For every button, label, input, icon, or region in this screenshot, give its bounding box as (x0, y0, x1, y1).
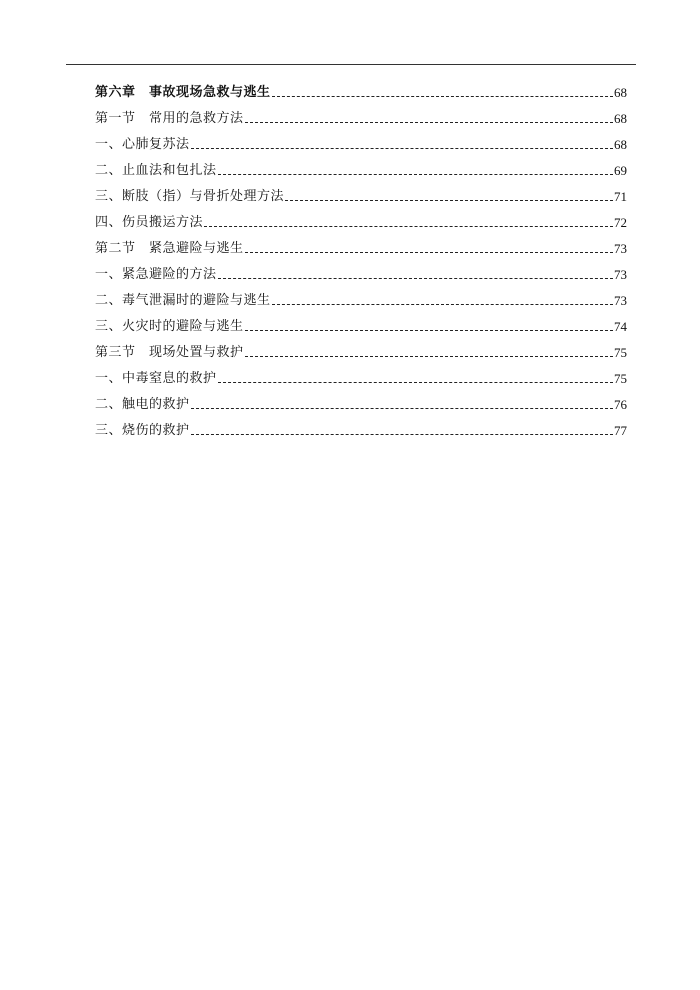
toc-leader-dots (272, 304, 613, 305)
toc-entry-page: 69 (614, 163, 627, 178)
header-rule (66, 64, 636, 65)
toc-entry-page: 68 (614, 137, 627, 152)
toc-entry[interactable] (95, 259, 627, 285)
toc-entry[interactable] (95, 311, 627, 337)
toc-entry-page: 73 (614, 267, 627, 282)
toc-leader-dots (191, 148, 613, 149)
toc-entry-page: 76 (614, 397, 627, 412)
toc-entry-title: 一、心肺复苏法 (95, 137, 190, 152)
toc-entry-title: 二、触电的救护 (95, 397, 190, 412)
toc-leader-dots (191, 408, 613, 409)
table-of-contents (95, 77, 627, 441)
toc-leader-dots (204, 226, 613, 227)
toc-entry[interactable] (95, 389, 627, 415)
toc-leader-dots (218, 174, 613, 175)
toc-leader-dots (245, 330, 613, 331)
toc-entry-title: 三、火灾时的避险与逃生 (95, 319, 244, 334)
toc-entry-title: 三、烧伤的救护 (95, 423, 190, 438)
toc-entry-page: 75 (614, 371, 627, 386)
toc-entry-page: 77 (614, 423, 627, 438)
toc-entry[interactable] (95, 103, 627, 129)
toc-entry-page: 71 (614, 189, 627, 204)
toc-entry[interactable] (95, 155, 627, 181)
toc-entry[interactable] (95, 207, 627, 233)
toc-entry-title: 第一节 常用的急救方法 (95, 111, 244, 126)
toc-entry-page: 72 (614, 215, 627, 230)
toc-entry-title: 四、伤员搬运方法 (95, 215, 204, 230)
toc-leader-dots (218, 382, 613, 383)
toc-entry-page: 75 (614, 345, 627, 360)
toc-leader-dots (191, 434, 613, 435)
toc-entry-page: 74 (614, 319, 627, 334)
toc-entry-title: 一、紧急避险的方法 (95, 267, 217, 282)
toc-entry-page: 73 (614, 241, 627, 256)
toc-entry-page: 68 (614, 111, 627, 126)
toc-leader-dots (272, 96, 613, 97)
toc-entry[interactable] (95, 129, 627, 155)
toc-leader-dots (245, 122, 613, 123)
toc-entry[interactable] (95, 181, 627, 207)
toc-entry[interactable] (95, 233, 627, 259)
toc-entry-title: 一、中毒窒息的救护 (95, 371, 217, 386)
toc-entry[interactable] (95, 415, 627, 441)
toc-entry-title: 第三节 现场处置与救护 (95, 345, 244, 360)
toc-entry-title: 第六章 事故现场急救与逃生 (95, 85, 271, 100)
toc-leader-dots (218, 278, 613, 279)
toc-entry[interactable] (95, 77, 627, 103)
toc-entry-title: 二、止血法和包扎法 (95, 163, 217, 178)
toc-entry[interactable] (95, 285, 627, 311)
toc-entry-title: 二、毒气泄漏时的避险与逃生 (95, 293, 271, 308)
toc-entry[interactable] (95, 337, 627, 363)
toc-entry-page: 68 (614, 85, 627, 100)
toc-entry-title: 第二节 紧急避险与逃生 (95, 241, 244, 256)
toc-leader-dots (245, 252, 613, 253)
toc-entry-page: 73 (614, 293, 627, 308)
toc-entry[interactable] (95, 363, 627, 389)
toc-leader-dots (245, 356, 613, 357)
toc-entry-title: 三、断肢（指）与骨折处理方法 (95, 189, 285, 204)
toc-leader-dots (285, 200, 613, 201)
